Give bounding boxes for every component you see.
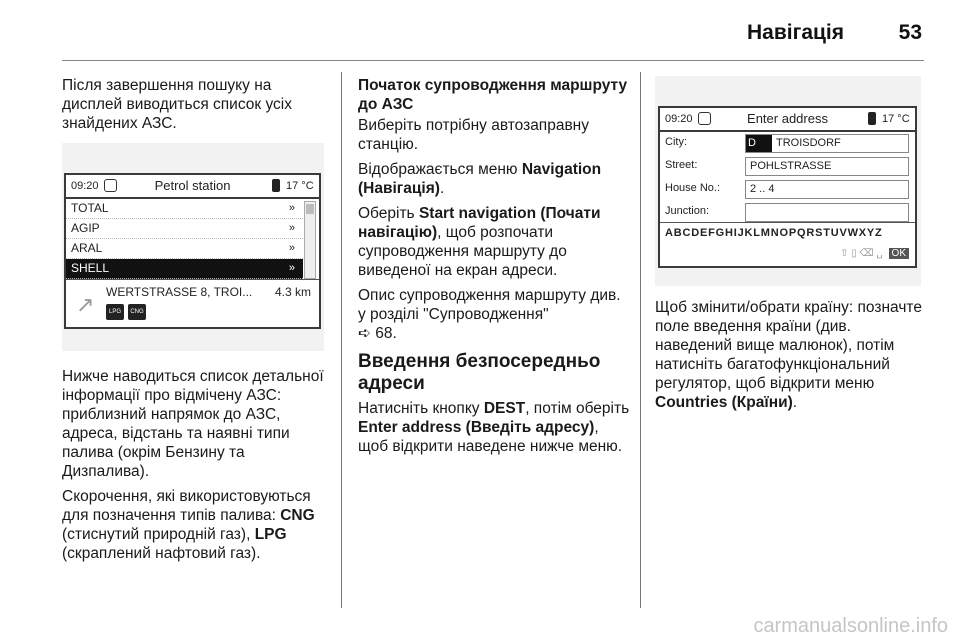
chevron-right-icon: » bbox=[288, 202, 295, 214]
clock-time: 09:20 bbox=[665, 113, 693, 125]
section-heading-start-guidance: Початок супроводження маршруту до АЗС bbox=[358, 77, 628, 113]
direction-arrow-icon: ↗ bbox=[76, 292, 95, 317]
intro-paragraph: Після завершення пошуку на дисплей виводиться список усіх знайдених АЗС. bbox=[62, 77, 292, 132]
page-number: 53 bbox=[898, 21, 922, 44]
station-detail bbox=[66, 279, 319, 326]
screen-title: Enter address bbox=[747, 111, 828, 126]
clock-time: 09:20 bbox=[71, 180, 99, 192]
screen-frame bbox=[658, 106, 917, 268]
column-2 bbox=[358, 76, 630, 462]
screen-header bbox=[660, 108, 915, 132]
station-distance: 4.3 km bbox=[274, 285, 311, 299]
start-navigation-paragraph: Оберіть Start navigation (Почати навігацію), щоб розпочати супроводження маршруту до виведеної на екран адреси. bbox=[358, 205, 601, 279]
detail-paragraph: Нижче наводиться список детальної інформації про відмічену АЗС: приблизний напрямок до АЗС, адреса, відстань та наявні типи палива (окрім Бензину та Дизпалива). bbox=[62, 368, 324, 480]
watermark: carmanualsonline.info bbox=[753, 615, 948, 637]
thermometer-icon bbox=[868, 112, 876, 125]
list-item-selected[interactable]: SHELL » bbox=[66, 259, 303, 279]
navigation-menu-paragraph: Відображається меню Navigation (Навігація). bbox=[358, 161, 602, 197]
chevron-right-icon: » bbox=[288, 222, 295, 234]
junction-input[interactable] bbox=[745, 203, 909, 222]
list-item[interactable]: AGIP » bbox=[66, 219, 303, 239]
city-input[interactable]: D TROISDORF bbox=[745, 134, 909, 153]
ok-button[interactable]: OK bbox=[889, 248, 909, 259]
list-item[interactable]: ARAL » bbox=[66, 239, 303, 259]
keyboard-separator bbox=[660, 222, 915, 223]
scrollbar[interactable] bbox=[304, 201, 316, 279]
screen-header bbox=[66, 175, 319, 199]
column-1 bbox=[62, 76, 330, 139]
enter-address-screenshot bbox=[655, 76, 921, 286]
column-divider-2 bbox=[640, 72, 641, 608]
thermometer-icon bbox=[272, 179, 280, 192]
chevron-right-icon: » bbox=[288, 262, 295, 274]
enter-address-paragraph: Натисніть кнопку DEST, потім оберіть Enter address (Введіть адресу), щоб відкрити наведене нижче меню. bbox=[358, 400, 630, 455]
column-3-text bbox=[655, 298, 925, 418]
column-divider-1 bbox=[341, 72, 342, 608]
guidance-reference-paragraph: Опис супроводження маршруту див. у розділі "Супроводження" ➪ 68. bbox=[358, 287, 621, 342]
chevron-right-icon: » bbox=[288, 242, 295, 254]
street-field-row[interactable]: Street: POHLSTRASSE bbox=[660, 155, 915, 178]
column-1-lower bbox=[62, 367, 332, 569]
screen-title: Petrol station bbox=[154, 178, 231, 193]
cng-icon: CNG bbox=[128, 304, 146, 320]
page-title: Навігація bbox=[746, 21, 844, 44]
country-paragraph: Щоб змінити/обрати країну: позначте поле введення країни (див. наведений вище малюнок), потім натисніть багатофункціональний регулятор, щоб відкрити меню Countries (Країни). bbox=[655, 299, 922, 411]
fuel-abbreviation-paragraph: Скорочення, які використовуються для позначення типів палива: CNG (стиснутий природній газ), LPG (скраплений нафтовий газ). bbox=[62, 488, 315, 562]
street-input[interactable]: POHLSTRASSE bbox=[745, 157, 909, 176]
header-rule bbox=[62, 60, 924, 61]
select-station-paragraph: Виберіть потрібну автозаправну станцію. bbox=[358, 117, 589, 153]
house-number-field-row[interactable]: House No.: 2 .. 4 bbox=[660, 178, 915, 201]
junction-field-row[interactable]: Junction: bbox=[660, 201, 915, 224]
keyboard-controls[interactable]: ⇧ ▯ ⌫ ␣ OK bbox=[840, 248, 909, 259]
station-address: WERTSTRASSE 8, TROI... bbox=[106, 285, 253, 299]
list-item[interactable]: TOTAL » bbox=[66, 199, 303, 219]
petrol-station-screenshot bbox=[62, 143, 324, 351]
temperature: 17 °C bbox=[882, 113, 910, 125]
screen-frame bbox=[64, 173, 321, 329]
alphabet-keyboard[interactable]: ABCDEFGHIJKLMNOPQRSTUVWXYZ bbox=[665, 227, 883, 239]
lpg-icon: LPG bbox=[106, 304, 124, 320]
temperature: 17 °C bbox=[286, 180, 314, 192]
house-number-input[interactable]: 2 .. 4 bbox=[745, 180, 909, 199]
city-field-row[interactable]: City: D TROISDORF bbox=[660, 132, 915, 155]
section-heading-direct-address: Введення безпосередньо адреси bbox=[358, 351, 601, 394]
